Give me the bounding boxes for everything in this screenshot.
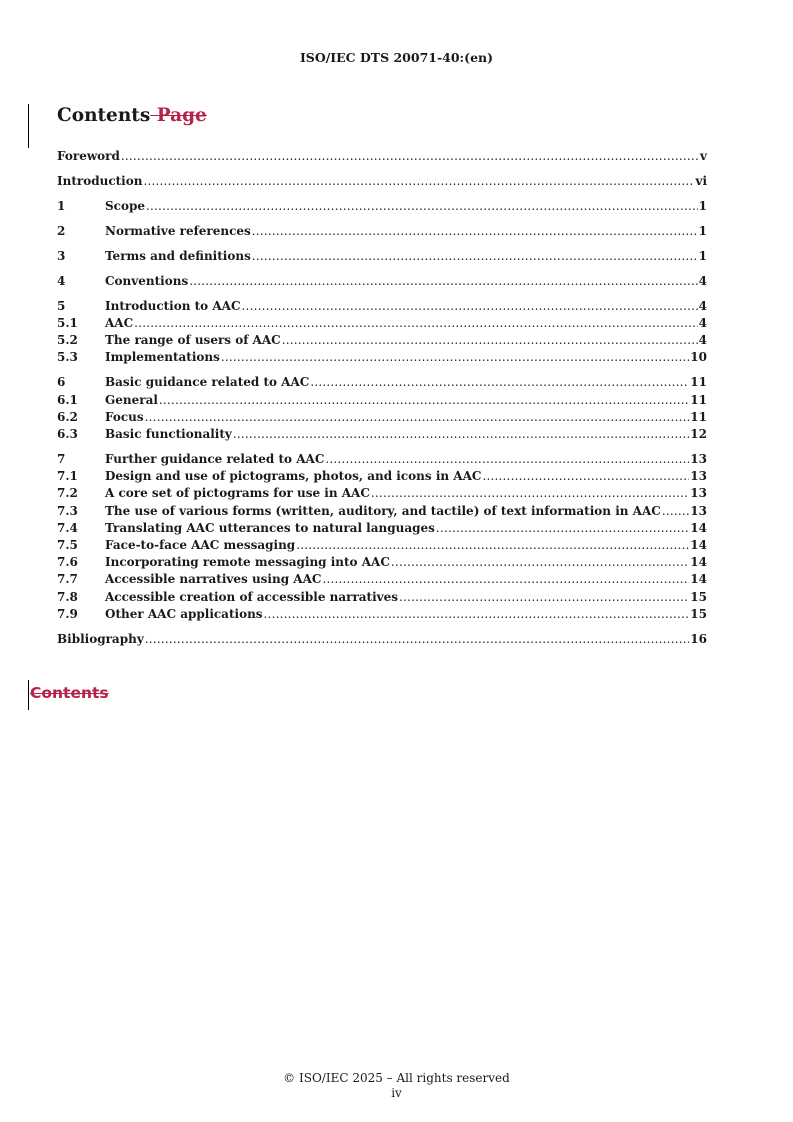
toc-entry[interactable] <box>57 223 707 240</box>
toc-dot-leader <box>310 374 689 391</box>
toc-entry-page: 16 <box>690 631 707 646</box>
toc-entry-number: 6 <box>57 375 66 390</box>
toc-entry-page: 4 <box>698 333 707 348</box>
toc-entry-title: Incorporating remote messaging into AAC <box>105 555 390 570</box>
toc-entry-number: 7.5 <box>57 537 78 552</box>
toc-dot-leader <box>282 332 698 349</box>
toc-dot-leader <box>143 173 694 190</box>
toc-entry[interactable] <box>57 537 707 554</box>
toc-entry-page: vi <box>695 173 707 188</box>
toc-entry-number: 3 <box>57 248 66 263</box>
toc-dot-leader <box>436 520 689 537</box>
toc-entry-page: 13 <box>690 503 707 518</box>
toc-entry[interactable] <box>57 374 707 391</box>
toc-entry-number: 7.3 <box>57 503 78 518</box>
toc-entry-number: 6.3 <box>57 427 78 442</box>
toc-entry-page: 14 <box>690 555 707 570</box>
toc-dot-leader <box>662 503 689 520</box>
page-number: iv <box>391 1086 402 1100</box>
toc-dot-leader <box>145 631 690 648</box>
toc-entry[interactable] <box>57 332 707 349</box>
toc-entry-page: 11 <box>690 409 707 424</box>
toc-entry-number: 5.2 <box>57 333 78 348</box>
toc-entry[interactable] <box>57 198 707 215</box>
toc-entry[interactable] <box>57 554 707 571</box>
toc-dot-leader <box>264 606 690 623</box>
toc-dot-leader <box>325 451 689 468</box>
toc-dot-leader <box>146 198 698 215</box>
toc-entry-title: Basic functionality <box>105 427 232 442</box>
toc-entry-page: v <box>700 149 707 163</box>
toc-entry-title: Focus <box>105 409 144 424</box>
document-header: ISO/IEC DTS 20071-40:(en) <box>299 50 494 65</box>
contents-heading <box>57 104 207 128</box>
toc-entry-title: Scope <box>105 198 146 213</box>
toc-entry-page: 1 <box>698 198 707 213</box>
toc-dot-leader <box>482 468 689 485</box>
page-footer <box>0 1071 793 1101</box>
toc-entry-page: 15 <box>690 589 707 604</box>
toc-entry[interactable] <box>57 392 707 409</box>
change-bar <box>28 680 29 710</box>
toc-entry-title: Translating AAC utterances to natural languages <box>105 520 435 535</box>
toc-dot-leader <box>189 273 697 290</box>
toc-entry-title: Introduction to AAC <box>105 298 241 313</box>
toc-entry[interactable] <box>57 426 707 443</box>
toc-dot-leader <box>391 554 689 571</box>
toc-entry-number: 5 <box>57 298 66 313</box>
toc-entry-number: 7.6 <box>57 555 78 570</box>
deleted-page-label: Page <box>150 105 207 126</box>
toc-entry-number: 7.8 <box>57 589 78 604</box>
toc-dot-leader <box>252 223 698 240</box>
toc-entry-title: A core set of pictograms for use in AAC <box>105 486 370 501</box>
toc-entry[interactable] <box>57 173 707 190</box>
toc-entry-number: 4 <box>57 273 66 288</box>
table-of-contents <box>57 148 707 648</box>
toc-entry[interactable] <box>57 503 707 520</box>
toc-dot-leader <box>233 426 689 443</box>
toc-entry-title: Basic guidance related to AAC <box>105 375 310 390</box>
toc-entry[interactable] <box>57 298 707 315</box>
toc-entry[interactable] <box>57 631 707 648</box>
toc-entry-page: 4 <box>698 273 707 288</box>
toc-entry-title: Foreword <box>57 149 120 163</box>
toc-dot-leader <box>134 315 697 332</box>
toc-entry-title: Implementations <box>105 350 220 365</box>
toc-entry[interactable] <box>57 349 707 366</box>
toc-entry[interactable] <box>57 148 707 165</box>
toc-dot-leader <box>221 349 689 366</box>
toc-entry-title: Terms and definitions <box>105 248 251 263</box>
toc-entry-number: 7.9 <box>57 606 78 621</box>
toc-entry-page: 1 <box>698 248 707 263</box>
toc-dot-leader <box>322 571 689 588</box>
toc-entry-page: 14 <box>690 572 707 587</box>
toc-entry-number: 6.2 <box>57 409 78 424</box>
toc-entry-title: Design and use of pictograms, photos, and icons in AAC <box>105 469 482 484</box>
toc-entry[interactable] <box>57 520 707 537</box>
toc-entry-page: 13 <box>690 469 707 484</box>
toc-entry[interactable] <box>57 606 707 623</box>
toc-entry-page: 12 <box>690 427 707 442</box>
toc-dot-leader <box>121 148 699 165</box>
toc-entry-page: 1 <box>698 223 707 238</box>
toc-entry-title: The range of users of AAC <box>105 333 281 348</box>
toc-entry-page: 13 <box>690 452 707 466</box>
toc-entry-number: 5.3 <box>57 350 78 365</box>
toc-dot-leader <box>242 298 698 315</box>
toc-entry-title: Further guidance related to AAC <box>105 452 325 466</box>
toc-entry[interactable] <box>57 468 707 485</box>
toc-entry[interactable] <box>57 589 707 606</box>
toc-entry[interactable] <box>57 248 707 265</box>
toc-entry-number: 2 <box>57 223 66 238</box>
toc-entry-page: 4 <box>698 298 707 313</box>
toc-entry-number: 7.2 <box>57 486 78 501</box>
toc-dot-leader <box>145 409 690 426</box>
toc-entry-number: 7.7 <box>57 572 78 587</box>
toc-entry-title: Normative references <box>105 223 251 238</box>
toc-entry-number: 5.1 <box>57 316 78 331</box>
toc-entry[interactable] <box>57 571 707 588</box>
toc-entry-number: 7 <box>57 452 66 466</box>
toc-entry-number: 1 <box>57 198 66 213</box>
toc-entry-page: 4 <box>698 316 707 331</box>
toc-entry-title: The use of various forms (written, auditory, and tactile) of text information in AAC <box>105 503 661 518</box>
toc-entry[interactable] <box>57 485 707 502</box>
toc-entry[interactable] <box>57 273 707 290</box>
toc-entry[interactable] <box>57 315 707 332</box>
toc-entry-page: 10 <box>690 350 707 365</box>
toc-entry-title: Introduction <box>57 173 143 188</box>
contents-title: Contents <box>57 105 151 126</box>
toc-entry-number: 6.1 <box>57 392 78 407</box>
toc-dot-leader <box>252 248 698 265</box>
toc-entry-number: 7.1 <box>57 469 78 484</box>
toc-entry-title: Accessible creation of accessible narratives <box>105 589 399 604</box>
toc-entry-title: Accessible narratives using AAC <box>105 572 322 587</box>
copyright-notice: © ISO/IEC 2025 – All rights reserved <box>283 1071 510 1085</box>
change-bar <box>28 104 29 148</box>
toc-entry-page: 14 <box>690 537 707 552</box>
toc-entry[interactable] <box>57 451 707 468</box>
toc-entry-title: AAC <box>105 316 134 331</box>
toc-entry-page: 14 <box>690 520 707 535</box>
toc-dot-leader <box>159 392 689 409</box>
toc-dot-leader <box>399 589 689 606</box>
toc-entry-title: General <box>105 392 158 407</box>
toc-entry-title: Bibliography <box>57 631 144 646</box>
toc-dot-leader <box>371 485 689 502</box>
toc-entry-page: 13 <box>690 486 707 501</box>
toc-entry-page: 15 <box>690 606 707 621</box>
toc-entry-title: Face-to-face AAC messaging <box>105 537 296 552</box>
toc-entry[interactable] <box>57 409 707 426</box>
toc-entry-title: Conventions <box>105 273 189 288</box>
toc-dot-leader <box>296 537 689 554</box>
toc-entry-page: 11 <box>690 375 707 390</box>
deleted-contents-heading: Contents <box>30 684 109 702</box>
toc-entry-title: Other AAC applications <box>105 606 263 621</box>
toc-entry-page: 11 <box>690 392 707 407</box>
toc-entry-number: 7.4 <box>57 520 78 535</box>
